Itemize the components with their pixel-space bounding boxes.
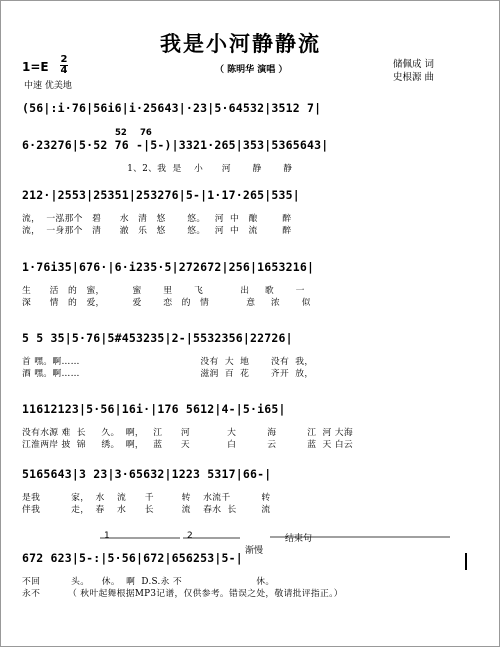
lyric-row: 首 嘿。啊…… 没有 大 地 没有 我， [22,357,314,367]
notation-row: 5165643|3 23|3·65632|1223 5317|66-| [22,467,272,481]
grace-note-52: 52 [115,128,127,138]
lyric-row: 没有水源 难 长 久。 啊， 江 河 大 海 江 河 大海 [22,428,353,438]
grace-note-76: 76 [140,128,152,138]
lyric-row: 江淮两岸 披 锦 绣。 啊， 蓝 天 白 云 蓝 天 白云 [22,440,353,450]
ending-section-label: 结束句 [285,534,313,544]
volta-2-label: 2 [187,531,193,541]
notation-row: 6·23276|5·52 76 -|5-)|3321·265|353|5365643| [22,138,329,152]
lyric-row: 酒 嘿。啊…… 滋润 百 花 齐开 放， [22,369,314,379]
lyric-row: 流， 一身那个 清 澈 乐 悠 悠。 河 中 流 醉 [22,226,292,236]
lyric-row: 深 情 的 爱， 爱 恋 的 情 意 浓 似 [22,298,311,308]
performer-credit: （ 陈明华 演唱 ） [215,65,288,75]
notation-row: 672 623|5-:|5·56|672|656253|5-| [22,551,243,565]
meter-denominator: 4 [60,65,68,76]
notation-row: 1·76i35|676·|6·i235·5|272672|256|1653216| [22,260,315,274]
lyric-row: 永不 （ 秋叶起舞根据MP3记谱，仅供参考。错误之处，敬请批评指正。） [22,589,343,599]
notation-row: 11612123|5·56|16i·|176 5612|4-|5·i65| [22,402,286,416]
lyric-row: 是我 家， 水 流 千 转 水流千 转 [22,493,271,503]
song-title: 我是小河静静流 [160,31,321,56]
notation-row: 5 5 35|5·76|5#453235|2-|5532356|22726| [22,331,293,345]
notation-row: (56|:i·76|56i6|i·25643|·23|5·64532|3512 7| [22,101,322,115]
tempo-marking: 中速 优美地 [24,81,72,91]
lyric-row: 伴我 走， 春 水 长 流 春水 长 流 [22,505,271,515]
lyric-row: 流， 一泓那个 碧 水 清 悠 悠。 河 中 酿 醉 [22,214,292,224]
ritardando-marking: 渐慢 [245,546,264,556]
meter-numerator: 2 [60,54,68,65]
lyric-row: 1、2、我 是 小 河 静 静 [22,164,293,174]
composer-credit: 史根源 曲 [393,72,435,83]
lyricist-credit: 储佩成 词 [393,59,435,70]
volta-1-label: 1 [104,531,110,541]
key-signature: 1=E [22,60,49,74]
notation-row: 212·|2553|25351|253276|5-|1·17·265|535| [22,188,300,202]
lyric-row: 不回 头。 休。 啊 D.S.永 不 休。 [22,577,275,587]
lyric-row: 生 活 的 蜜， 蜜 里 飞 出 歌 一 [22,286,305,296]
